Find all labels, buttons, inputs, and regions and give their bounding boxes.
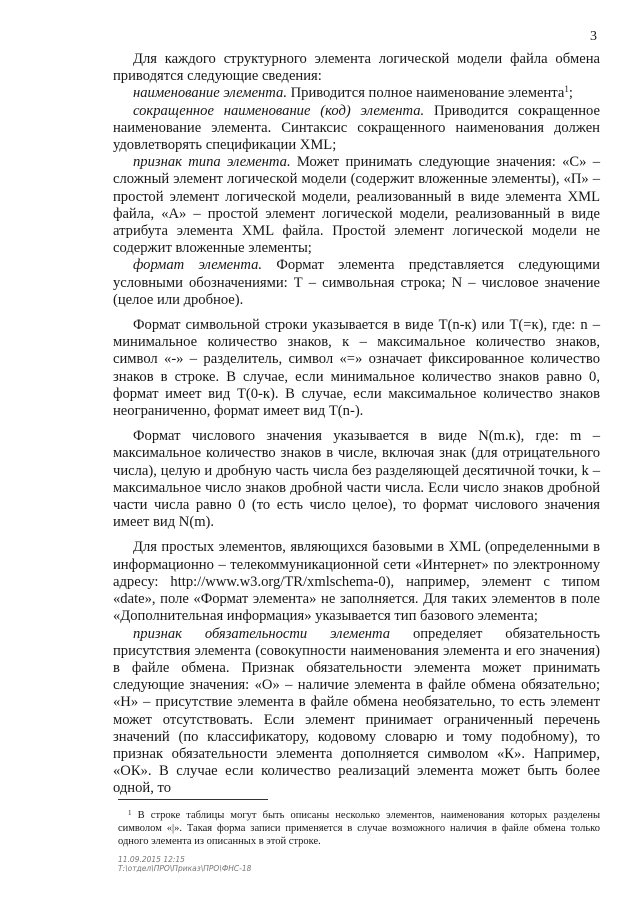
item-short-name-text: Приводится сокращенное наименование элемента. Синтаксис сокращенного наименования должен удовлетворять спецификации XML;	[113, 102, 600, 154]
print-stamp-document: Т:\отдел\ПРО\Приказ\ПРО\ФНС-18	[118, 864, 252, 873]
item-mandatory-term: признак обязательности элемента	[133, 625, 391, 642]
footnote-reference[interactable]: 1	[564, 84, 569, 95]
item-element-name	[113, 85, 600, 102]
item-short-name-term: сокращенное наименование (код) элемента.	[133, 102, 425, 119]
print-stamp-date: 11.09.2015 12:15	[118, 855, 185, 864]
item-type-flag	[113, 154, 600, 257]
footnote	[118, 809, 600, 848]
item-type-flag-text: Может принимать следующие значения: «С» – сложный элемент логической модели (содержит вложенные элементы), «П» – простой элемент логической модели, реализованный в виде элемента XML файла, «А» – простой элемент логической модели, реализованный в виде атрибута элемента XML файла. Простой элемент логической модели не содержит вложенные элементы;	[113, 154, 600, 257]
item-short-name	[113, 103, 600, 155]
item-format	[113, 257, 600, 309]
item-format-text: Формат элемента представляется следующими условными обозначениями: Т – символьная строка; N – числовое значение (целое или дробное).	[113, 257, 600, 308]
document-body	[113, 51, 600, 798]
item-mandatory	[113, 626, 600, 798]
footnote-marker: 1	[128, 809, 132, 817]
number-format-paragraph: Формат числового значения указывается в виде N(m.к), где: m – максимальное количество знаков в числе, включая знак (для отрицательного числа), целую и дробную часть числа без разделяющей десятичной точки, k – максимальное число знаков дробной части числа. Если число знаков дробной части числа равно 0 (то есть число целое), то формат числового значения имеет вид N(m).	[113, 428, 600, 531]
base-types-paragraph: Для простых элементов, являющихся базовыми в XML (определенными в информационно – телекоммуникационной сети «Интернет» по электронному адресу: http://www.w3.org/TR/xmlschema-0), например, элемент с типом «date», поле «Формат элемента» не заполняется. Для таких элементов в поле «Дополнительная информация» указывается тип базового элемента;	[113, 539, 600, 625]
item-type-flag-term: признак типа элемента.	[133, 154, 291, 171]
item-element-name-term: наименование элемента.	[133, 85, 287, 102]
intro-paragraph: Для каждого структурного элемента логической модели файла обмена приводятся следующие сведения:	[113, 51, 600, 85]
string-format-paragraph: Формат символьной строки указывается в виде Т(n-к) или Т(=к), где: n – минимальное количество знаков, к – максимальное количество знаков, символ «-» – разделитель, символ «=» означает фиксированное количество знаков в строке. В случае, если минимальное количество знаков равно 0, формат имеет вид Т(0-к). В случае, если максимальное количество знаков неограниченно, формат имеет вид Т(n-).	[113, 317, 600, 420]
footnote-divider	[118, 799, 268, 800]
footnote-text: В строке таблицы могут быть описаны несколько элементов, наименования которых разделены символом «|». Такая форма записи применяется в случае возможного наличия в файле обмена только одного элемента из описанных в этой строке.	[118, 810, 600, 847]
item-element-name-text: Приводится полное наименование элемента	[286, 85, 565, 102]
page-number: 3	[590, 29, 597, 44]
item-mandatory-text: определяет обязательность присутствия элемента (совокупности наименования элемента и его значения) в файле обмена. Признак обязательности элемента может принимать следующие значения: «О» – наличие элемента в файле обмена обязательно; «Н» – присутствие элемента в файле обмена необязательно, то есть элемент может отсутствовать. Если элемент принимает ограниченный перечень значений (по классификатору, кодовому словарю и тому подобному), то признак обязательности элемента дополняется символом «К». Например, «ОК». В случае если количество реализаций элемента может быть более одной, то	[113, 625, 600, 797]
item-format-term: формат элемента.	[133, 257, 263, 274]
item-element-name-tail: ;	[568, 85, 573, 102]
